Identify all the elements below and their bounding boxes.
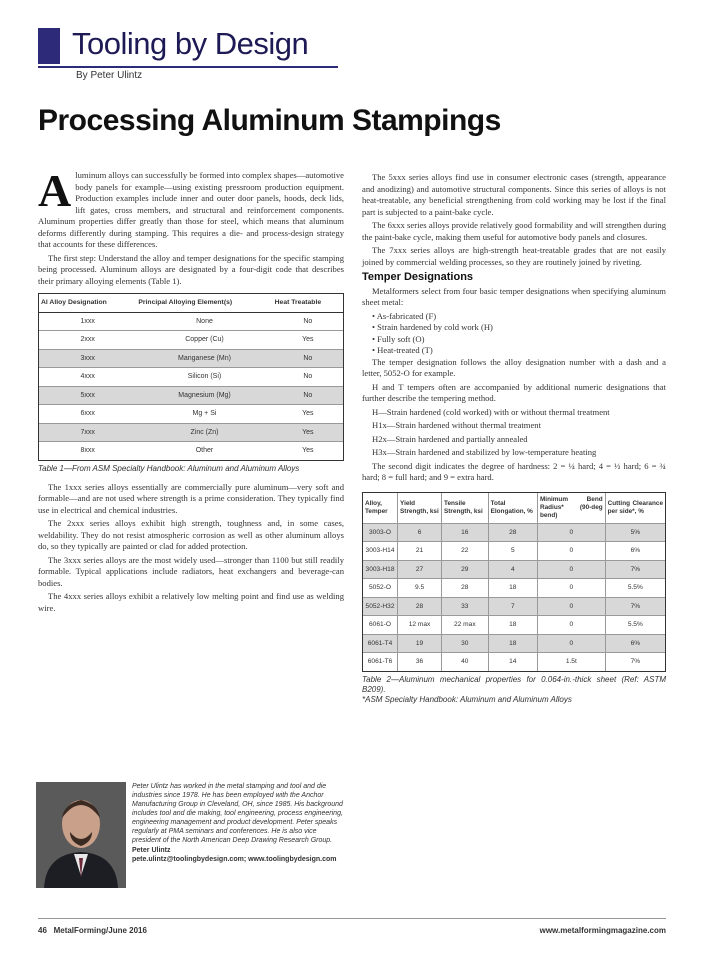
- footer-website: www.metalformingmagazine.com: [539, 926, 666, 935]
- bio-text-block: [132, 782, 344, 864]
- bio-name: Peter Ulintz: [132, 847, 171, 854]
- cell: 0: [537, 579, 605, 598]
- paragraph: The 5xxx series alloys find use in consumer electronic cases (strength, appearance and anodizing) and automotive structural components. Since this series of alloys is not heat-treatable, any beneficial strengthening from cold working may be lost if the final part is subjected to a paint-bake cycle.: [362, 172, 666, 217]
- paragraph: The second digit indicates the degree of hardness: 2 = ¼ hard; 4 = ½ hard; 6 = ¾ hard; 8 = full hard; and 9 = extra hard.: [362, 460, 666, 482]
- article-headline: Processing Aluminum Stampings: [38, 104, 501, 137]
- paragraph: The 7xxx series alloys are high-strength heat-treatable grades that are not easily joined by commercial welding processes, so they are routinely joined by riveting.: [362, 245, 666, 267]
- footer-rule: [38, 918, 666, 919]
- table1-header: Heat Treatable: [273, 294, 343, 312]
- table1-header: Al Alloy Designation: [39, 294, 136, 312]
- section-color-bar: [38, 28, 60, 64]
- cell: 28: [398, 597, 442, 616]
- paragraph: H3x—Strain hardened and stabilized by low-temperature heating: [372, 447, 597, 457]
- byline: By Peter Ulintz: [76, 70, 143, 81]
- paragraph: H1x—Strain hardened without thermal treatment: [372, 420, 541, 430]
- list-item: • Heat-treated (T): [372, 345, 666, 357]
- cell: 6: [398, 523, 442, 542]
- cell: 1.5t: [537, 653, 605, 671]
- cell: 6061-O: [363, 616, 398, 635]
- cell: 6061-T4: [363, 634, 398, 653]
- cell: 18: [488, 616, 537, 635]
- cell: Yes: [273, 423, 343, 442]
- right-column: [362, 172, 666, 705]
- cell: 0: [537, 616, 605, 635]
- cell: 2xxx: [39, 331, 136, 350]
- table2-caption: Table 2—Aluminum mechanical properties for 0.064-in.-thick sheet (Ref: ASTM B209).: [362, 674, 666, 694]
- cell: 30: [442, 634, 489, 653]
- cell: 36: [398, 653, 442, 671]
- cell: 7%: [605, 560, 665, 579]
- table-row: [363, 523, 665, 542]
- cell: 4: [488, 560, 537, 579]
- paragraph: The 6xxx series alloys provide relatively good formability and will strengthen during the paint-bake cycle, making them useful for automotive body panels and closures.: [362, 220, 666, 242]
- table2-header: Tensile Strength, ksi: [442, 493, 489, 524]
- table-row: [39, 405, 343, 424]
- table-row: [39, 386, 343, 405]
- cell: 6%: [605, 542, 665, 561]
- cell: Copper (Cu): [136, 331, 272, 350]
- cell: 4xxx: [39, 368, 136, 387]
- table-row: [363, 579, 665, 598]
- table2-header: Yield Strength, ksi: [398, 493, 442, 524]
- table-row: [363, 616, 665, 635]
- cell: 7: [488, 597, 537, 616]
- cell: No: [273, 368, 343, 387]
- cell: 3xxx: [39, 349, 136, 368]
- cell: 5052-O: [363, 579, 398, 598]
- table2-footnote: *ASM Specialty Handbook: Aluminum and Aluminum Alloys: [362, 694, 572, 704]
- table2-header: Alloy, Temper: [365, 499, 388, 515]
- header-rule: [38, 66, 338, 68]
- paragraph: The 3xxx series alloys are the most widely used—stronger than 1100 but still readily formable. Typical applications include radiators, heat exchangers and beverage-can bodies.: [38, 554, 344, 588]
- paragraph: The temper designation follows the alloy designation number with a dash and a letter, 5052-O for example.: [362, 356, 666, 378]
- table-row: [39, 423, 343, 442]
- cell: 0: [537, 560, 605, 579]
- list-item: • As-fabricated (F): [372, 311, 666, 323]
- table-row: [363, 560, 665, 579]
- temper-list: [362, 311, 666, 357]
- cell: 40: [442, 653, 489, 671]
- section-title: Tooling by Design: [72, 26, 309, 61]
- intro-text: luminum alloys can successfully be formed into complex shapes—automotive body panels for example—using existing pressroom production equipment. Production examples include inner and outer door panels, hoods, deck lids, lift gates, cross members, and structural and reinforcement components. Aluminum properties differ greatly than those for steel, which means that aluminum deforms differently during stamping. This requires a die- and process-design strategy that accounts for these differences.: [38, 170, 344, 249]
- cell: 0: [537, 597, 605, 616]
- table-row: [39, 312, 343, 331]
- paragraph: H2x—Strain hardened and partially annealed: [372, 433, 528, 444]
- cell: 19: [398, 634, 442, 653]
- cell: 3003-H18: [363, 560, 398, 579]
- paragraph: The 4xxx series alloys exhibit a relatively low melting point and find use as welding wire.: [38, 591, 344, 613]
- cell: Yes: [273, 405, 343, 424]
- cell: No: [273, 386, 343, 405]
- paragraph: H and T tempers often are accompanied by additional numeric designations that further describe the tempering method.: [362, 381, 666, 403]
- footer-left: [38, 926, 147, 935]
- cell: 7%: [605, 597, 665, 616]
- table-row: [363, 542, 665, 561]
- cell: 18: [488, 634, 537, 653]
- table-row: [39, 331, 343, 350]
- cell: 6061-T6: [363, 653, 398, 671]
- author-photo: [36, 782, 126, 888]
- paragraph: The 2xxx series alloys exhibit high strength, toughness and, in some cases, weldability. They do not resist atmospheric corrosion as well as other aluminum alloys do, so they typically are painted or clad for added protection.: [38, 518, 344, 551]
- cell: 0: [537, 634, 605, 653]
- cell: 29: [442, 560, 489, 579]
- cell: 0: [537, 523, 605, 542]
- table1-header: Principal Alloying Element(s): [136, 294, 272, 312]
- cell: Zinc (Zn): [136, 423, 272, 442]
- cell: Silicon (Si): [136, 368, 272, 387]
- cell: Other: [136, 442, 272, 460]
- cell: 3003-H14: [363, 542, 398, 561]
- cell: 21: [398, 542, 442, 561]
- table-row: [363, 653, 665, 671]
- cell: 5: [488, 542, 537, 561]
- cell: 5.5%: [605, 616, 665, 635]
- table-row: [363, 597, 665, 616]
- cell: 5%: [605, 523, 665, 542]
- cell: 14: [488, 653, 537, 671]
- cell: 6%: [605, 634, 665, 653]
- drop-cap: A: [38, 165, 72, 216]
- table2: [362, 492, 666, 672]
- cell: 28: [488, 523, 537, 542]
- cell: 6xxx: [39, 405, 136, 424]
- cell: Magnesium (Mg): [136, 386, 272, 405]
- cell: Manganese (Mn): [136, 349, 272, 368]
- cell: 5xxx: [39, 386, 136, 405]
- table-row: [363, 634, 665, 653]
- paragraph: The first step: Understand the alloy and temper designations for the specific stamping being processed. Aluminum alloys are designated by a four-digit code that describes their primary alloying elements (Table 1).: [38, 252, 344, 286]
- cell: 22 max: [442, 616, 489, 635]
- cell: 22: [442, 542, 489, 561]
- section-heading: Temper Designations: [362, 271, 474, 283]
- cell: No: [273, 349, 343, 368]
- cell: 9.5: [398, 579, 442, 598]
- bio-contact: pete.ulintz@toolingbydesign.com; www.toolingbydesign.com: [132, 856, 337, 863]
- left-column: [38, 165, 344, 616]
- author-bio: [36, 782, 344, 892]
- cell: None: [136, 312, 272, 331]
- intro-paragraph: [38, 165, 344, 251]
- cell: 28: [442, 579, 489, 598]
- cell: 7xxx: [39, 423, 136, 442]
- table-row: [39, 368, 343, 387]
- cell: 18: [488, 579, 537, 598]
- cell: 33: [442, 597, 489, 616]
- cell: 8xxx: [39, 442, 136, 460]
- paragraph: H—Strain hardened (cold worked) with or without thermal treatment: [372, 406, 610, 417]
- paragraph: The 1xxx series alloys essentially are commercially pure aluminum—very soft and formable—and are not used where strength is a prime consideration. They typically find use in electrical and chemical industries.: [38, 481, 344, 515]
- publication-issue: MetalForming/June 2016: [53, 926, 147, 935]
- cell: 0: [537, 542, 605, 561]
- cell: Yes: [273, 331, 343, 350]
- cell: 7%: [605, 653, 665, 671]
- table-row: [39, 442, 343, 460]
- table2-header: Total Elongation, %: [488, 493, 537, 524]
- cell: 5052-H32: [363, 597, 398, 616]
- page-number: 46: [38, 926, 47, 935]
- cell: 16: [442, 523, 489, 542]
- cell: Mg + Si: [136, 405, 272, 424]
- bio-text: Peter Ulintz has worked in the metal stamping and tool and die industries since 1978. He has been employed with the Anchor Manufacturing Group in Cleveland, OH, since 1985. His background includes tool and die making, tool engineering, process engineering, engineering management and product development. Peter speaks regularly at PMA seminars and conferences. He is also vice president of the North American Deep Drawing Research Group.: [132, 783, 343, 844]
- list-item: • Strain hardened by cold work (H): [372, 322, 666, 334]
- list-item: • Fully soft (O): [372, 334, 666, 346]
- table1-caption: Table 1—From ASM Specialty Handbook: Aluminum and Aluminum Alloys: [38, 463, 300, 473]
- cell: 3003-O: [363, 523, 398, 542]
- table-row: [39, 349, 343, 368]
- paragraph: Metalformers select from four basic temper designations when specifying aluminum sheet metal:: [362, 285, 666, 307]
- table1: [38, 293, 344, 461]
- cell: 5.5%: [605, 579, 665, 598]
- cell: Yes: [273, 442, 343, 460]
- cell: 12 max: [398, 616, 442, 635]
- table2-header: Cutting Clearance per side*, %: [605, 493, 665, 524]
- cell: 27: [398, 560, 442, 579]
- table2-header: Minimum Bend Radius* (90-deg bend): [537, 493, 605, 524]
- cell: 1xxx: [39, 312, 136, 331]
- cell: No: [273, 312, 343, 331]
